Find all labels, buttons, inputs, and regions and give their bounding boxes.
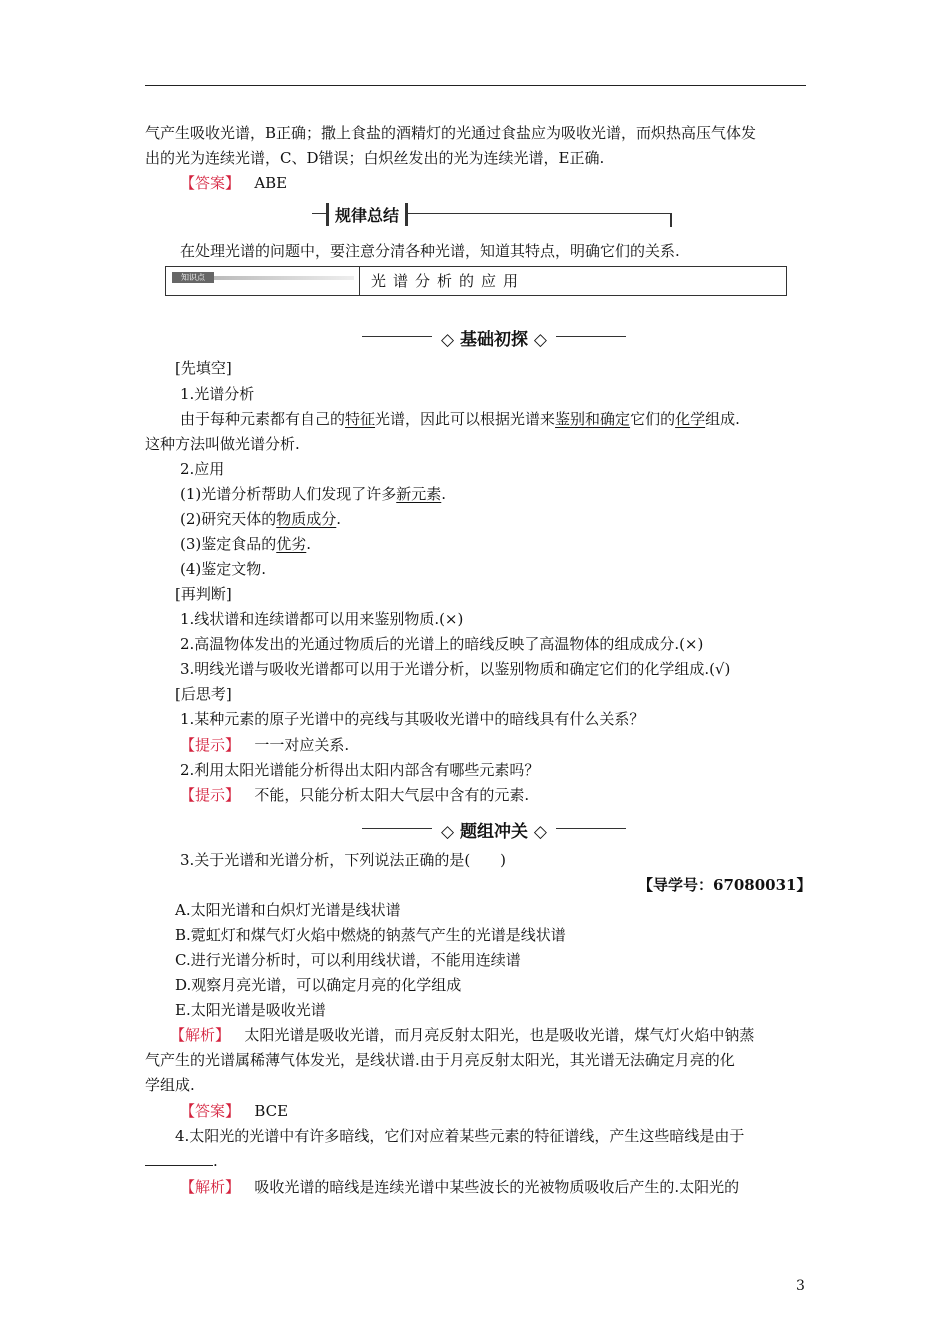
summary-text: 在处理光谱的问题中，要注意分清各种光谱，知道其特点，明确它们的关系. bbox=[180, 242, 680, 260]
section-title: ◇ 基础初探 ◇ bbox=[441, 330, 547, 350]
option-c: C.进行光谱分析时，可以利用线状谱，不能用连续谱 bbox=[175, 951, 521, 969]
analysis-line: 学组成. bbox=[145, 1076, 195, 1094]
list-item: (4)鉴定文物. bbox=[180, 560, 267, 578]
option-e: E.太阳光谱是吸收光谱 bbox=[175, 1001, 326, 1019]
guide-number: 【导学号：67080031】 bbox=[638, 876, 812, 894]
question: 2.利用太阳光谱能分析得出太阳内部含有哪些元素吗？ bbox=[180, 761, 540, 779]
option-b: B.霓虹灯和煤气灯火焰中燃烧的钠蒸气产生的光谱是线状谱 bbox=[175, 926, 566, 944]
summary-heading bbox=[312, 203, 672, 227]
judgement-item: 2.高温物体发出的光通过物质后的光谱上的暗线反映了高温物体的组成成分.(×) bbox=[180, 635, 704, 653]
text: 组成. bbox=[705, 410, 740, 428]
paragraph-line bbox=[180, 409, 740, 429]
answer-line bbox=[180, 173, 287, 193]
answer-blank bbox=[145, 1151, 213, 1166]
fill-blank-line: . bbox=[145, 1151, 218, 1171]
summary-title: 规律总结 bbox=[326, 203, 408, 226]
hint-line: 【提示】 一一对应关系. bbox=[180, 736, 350, 754]
list-item: (3)鉴定食品的优劣. bbox=[180, 535, 312, 553]
text: 它们的 bbox=[630, 410, 676, 428]
analysis-line: 【解析】 吸收光谱的暗线是连续光谱中某些波长的光被物质吸收后产生的.太阳光的 bbox=[180, 1178, 740, 1196]
item-title: 1.光谱分析 bbox=[180, 385, 255, 403]
paragraph-line: 这种方法叫做光谱分析. bbox=[145, 435, 300, 453]
section-heading-basics bbox=[362, 325, 626, 349]
knowledge-title: 光谱分析的应用 bbox=[371, 272, 526, 290]
option-a: A.太阳光谱和白炽灯光谱是线状谱 bbox=[175, 901, 401, 919]
answer-value: BCE bbox=[254, 1102, 289, 1120]
analysis-label: 【解析】 bbox=[180, 1178, 241, 1196]
section-title: ◇ 题组冲关 ◇ bbox=[441, 822, 547, 842]
analysis-label: 【解析】 bbox=[170, 1026, 231, 1044]
blank-answer: 化学 bbox=[675, 410, 706, 428]
knowledge-point-box bbox=[165, 266, 787, 296]
subsection-label: [再判断] bbox=[175, 585, 232, 603]
list-item: (1)光谱分析帮助人们发现了许多新元素. bbox=[180, 485, 447, 503]
text-line: 出的光为连续光谱，C、D错误；白炽丝发出的光为连续光谱，E正确. bbox=[145, 149, 605, 167]
judgement-item: 1.线状谱和连续谱都可以用来鉴别物质.(×) bbox=[180, 610, 464, 628]
blank-answer: 鉴别和确定 bbox=[555, 410, 631, 428]
judgement-item: 3.明线光谱与吸收光谱都可以用于光谱分析，以鉴别物质和确定它们的化学组成.(√) bbox=[180, 660, 731, 678]
blank-answer: 特征 bbox=[345, 410, 376, 428]
knowledge-tag: 知识点 bbox=[172, 272, 214, 283]
answer-label: 【答案】 bbox=[180, 174, 241, 192]
item-title: 2.应用 bbox=[180, 460, 225, 478]
question: 3.关于光谱和光谱分析，下列说法正确的是( ) bbox=[180, 851, 507, 869]
answer-label: 【答案】 bbox=[180, 1102, 241, 1120]
option-d: D.观察月亮光谱，可以确定月亮的化学组成 bbox=[175, 976, 462, 994]
page-number: 3 bbox=[796, 1278, 805, 1294]
section-heading-practice bbox=[362, 817, 626, 841]
analysis-line: 气产生的光谱属稀薄气体发光，是线状谱.由于月亮反射太阳光，其光谱无法确定月亮的化 bbox=[145, 1051, 735, 1069]
answer-value: ABE bbox=[254, 174, 288, 192]
subsection-label: [后思考] bbox=[175, 685, 232, 703]
list-item: (2)研究天体的物质成分. bbox=[180, 510, 342, 528]
analysis-line: 【解析】 太阳光谱是吸收光谱，而月亮反射太阳光，也是吸收光谱，煤气灯火焰中钠蒸 bbox=[170, 1026, 755, 1044]
text: 光谱，因此可以根据光谱来 bbox=[375, 410, 556, 428]
hint-label: 【提示】 bbox=[180, 786, 241, 804]
text: 由于每种元素都有自己的 bbox=[180, 410, 346, 428]
answer-line bbox=[180, 1101, 288, 1121]
subsection-label: [先填空] bbox=[175, 359, 232, 377]
hint-line: 【提示】 不能，只能分析太阳大气层中含有的元素. bbox=[180, 786, 530, 804]
header-rule bbox=[145, 85, 806, 86]
hint-label: 【提示】 bbox=[180, 736, 241, 754]
text-line: 气产生吸收光谱，B正确；撒上食盐的酒精灯的光通过食盐应为吸收光谱，而炽热高压气体发 bbox=[145, 124, 757, 142]
question: 1.某种元素的原子光谱中的亮线与其吸收光谱中的暗线具有什么关系？ bbox=[180, 710, 645, 728]
question: 4.太阳光的光谱中有许多暗线，它们对应着某些元素的特征谱线，产生这些暗线是由于 bbox=[175, 1127, 745, 1145]
